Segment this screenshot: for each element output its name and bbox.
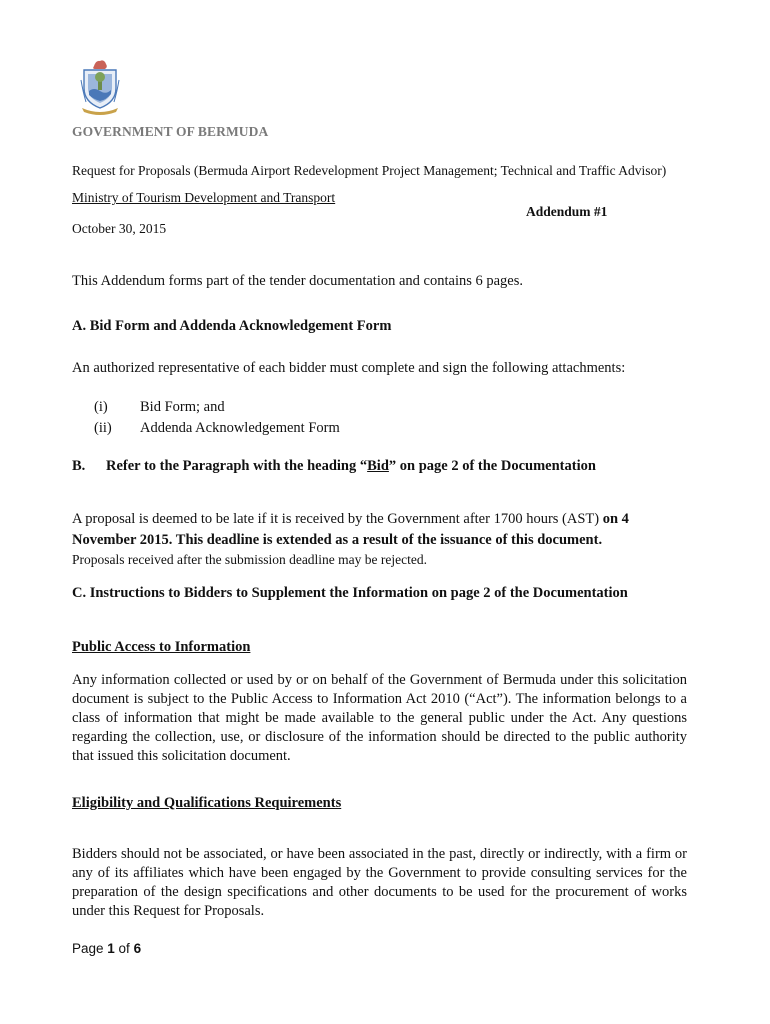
section-a-heading: A. Bid Form and Addenda Acknowledgement Form	[72, 318, 392, 334]
section-a-text: An authorized representative of each bidder must complete and sign the following attachments:	[72, 360, 626, 376]
eligibility-text: Bidders should not be associated, or have been associated in the past, directly or indirectly, with a firm or any of its affiliates which have been engaged by the Government to provide consulting services for the preparation of the design specifications and other documents to be used for the procurement of works under this Request for Proposals.	[72, 846, 687, 919]
list-item-number: (ii)	[94, 420, 112, 436]
late-proposal-line: A proposal is deemed to be late if it is received by the Government after 1700 hours (AST) on 4	[72, 511, 629, 527]
ministry-name: Ministry of Tourism Development and Transport	[72, 190, 336, 205]
list-item-text: Bid Form; and	[140, 399, 225, 415]
deadline-extension-text: November 2015. This deadline is extended as a result of the issuance of this document.	[72, 532, 603, 548]
section-b-heading: Refer to the Paragraph with the heading “Bid” on page 2 of the Documentation	[106, 458, 596, 474]
late-rejection-text: Proposals received after the submission deadline may be rejected.	[72, 552, 428, 567]
public-access-heading: Public Access to Information	[72, 639, 251, 655]
rfp-title: Request for Proposals (Bermuda Airport Redevelopment Project Management; Technical and Traffic Advisor)	[72, 163, 667, 178]
list-item-text: Addenda Acknowledgement Form	[140, 420, 340, 436]
bid-heading-word: Bid	[367, 458, 389, 474]
public-access-text: Any information collected or used by or on behalf of the Government of Bermuda under this solicitation document is subject to the Public Access to Information Act 2010 (“Act”). The information belongs to a class of information that might be made available to the general public under the Act. Any questions regarding the collection, use, or disclosure of the information should be directed to the public authority that issued this solicitation document.	[72, 672, 687, 764]
section-b-letter: B.	[72, 458, 86, 474]
page-number: Page 1 of 6	[72, 941, 142, 956]
section-c-heading: C. Instructions to Bidders to Supplement the Information on page 2 of the Documentation	[72, 585, 628, 601]
eligibility-heading: Eligibility and Qualifications Requirements	[72, 795, 342, 811]
government-crest-logo	[80, 58, 120, 116]
intro-text: This Addendum forms part of the tender documentation and contains 6 pages.	[72, 273, 524, 289]
org-heading: GOVERNMENT OF BERMUDA	[72, 124, 269, 139]
list-item-number: (i)	[94, 399, 108, 415]
addendum-label: Addendum #1	[526, 204, 608, 219]
document-date: October 30, 2015	[72, 221, 167, 236]
